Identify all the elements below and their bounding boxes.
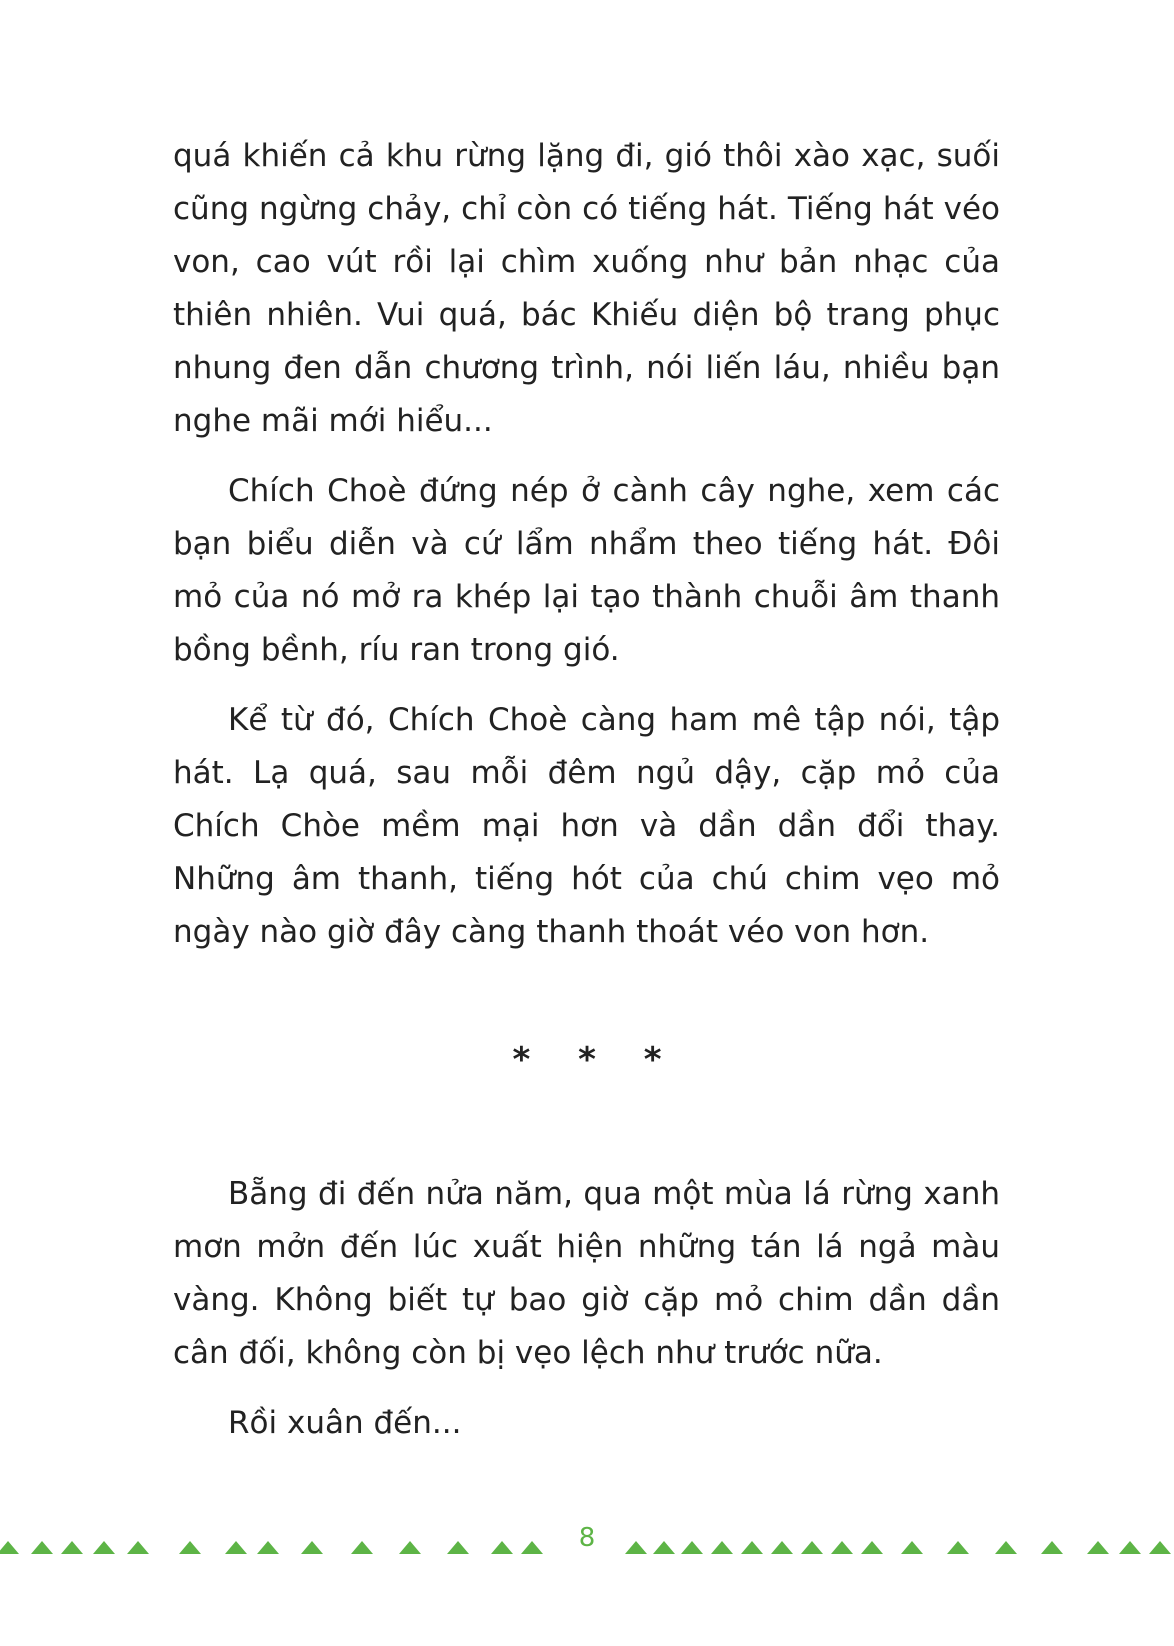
triangle-ornament — [681, 1541, 703, 1554]
paragraph-continuation: quá khiến cả khu rừng lặng đi, gió thôi xào xạc, suối cũng ngừng chảy, chỉ còn có tiếng hát. Tiếng hát véo von, cao vút rồi lại chìm xuống như bản nhạc của thiên nhiên. Vui quá, bác Khiếu diện bộ trang phục nhung đen dẫn chương trình, nói liến láu, nhiều bạn nghe mãi mới hiểu... — [173, 138, 1000, 439]
triangle-ornament — [861, 1541, 883, 1554]
paragraph: Bẵng đi đến nửa năm, qua một mùa lá rừng xanh mơn mởn đến lúc xuất hiện những tán lá ngả màu vàng. Không biết tự bao giờ cặp mỏ chim dần dần cân đối, không còn bị vẹo lệch như trước nữa. — [173, 1176, 1000, 1371]
triangle-ornament — [1041, 1541, 1063, 1554]
triangle-ornament — [225, 1541, 247, 1554]
triangle-ornament — [491, 1541, 513, 1554]
triangle-ornament — [831, 1541, 853, 1554]
triangle-ornament — [1149, 1541, 1171, 1554]
paragraph: Chích Choè đứng nép ở cành cây nghe, xem các bạn biểu diễn và cứ lẩm nhẩm theo tiếng hát. Đôi mỏ của nó mở ra khép lại tạo thành chuỗi âm thanh bồng bềnh, ríu ran trong gió. — [173, 473, 1000, 668]
triangle-ornament — [711, 1541, 733, 1554]
page-number: 8 — [578, 1523, 596, 1553]
triangle-ornament — [0, 1541, 19, 1554]
triangle-ornament — [257, 1541, 279, 1554]
triangle-ornament — [61, 1541, 83, 1554]
triangle-ornament — [179, 1541, 201, 1554]
triangle-ornament — [1119, 1541, 1141, 1554]
triangle-ornament — [351, 1541, 373, 1554]
triangle-ornament — [625, 1541, 647, 1554]
triangle-ornament — [521, 1541, 543, 1554]
triangle-ornament — [447, 1541, 469, 1554]
triangle-ornament — [947, 1541, 969, 1554]
section-divider: * * * — [512, 1040, 680, 1080]
triangle-ornament — [31, 1541, 53, 1554]
triangle-ornament — [653, 1541, 675, 1554]
paragraph: Rồi xuân đến... — [228, 1405, 462, 1441]
triangle-ornament — [399, 1541, 421, 1554]
triangle-ornament — [301, 1541, 323, 1554]
triangle-ornament — [741, 1541, 763, 1554]
triangle-ornament — [127, 1541, 149, 1554]
story-text-bottom — [173, 1168, 1000, 1467]
triangle-ornament — [901, 1541, 923, 1554]
triangle-ornament — [995, 1541, 1017, 1554]
triangle-ornament — [93, 1541, 115, 1554]
triangle-ornament — [1087, 1541, 1109, 1554]
triangle-ornament — [771, 1541, 793, 1554]
triangle-ornament — [801, 1541, 823, 1554]
paragraph: Kể từ đó, Chích Choè càng ham mê tập nói, tập hát. Lạ quá, sau mỗi đêm ngủ dậy, cặp mỏ của Chích Chòe mềm mại hơn và dần dần đổi thay. Những âm thanh, tiếng hót của chú chim vẹo mỏ ngày nào giờ đây càng thanh thoát véo von hơn. — [173, 702, 1000, 950]
story-text-top — [173, 130, 1000, 976]
